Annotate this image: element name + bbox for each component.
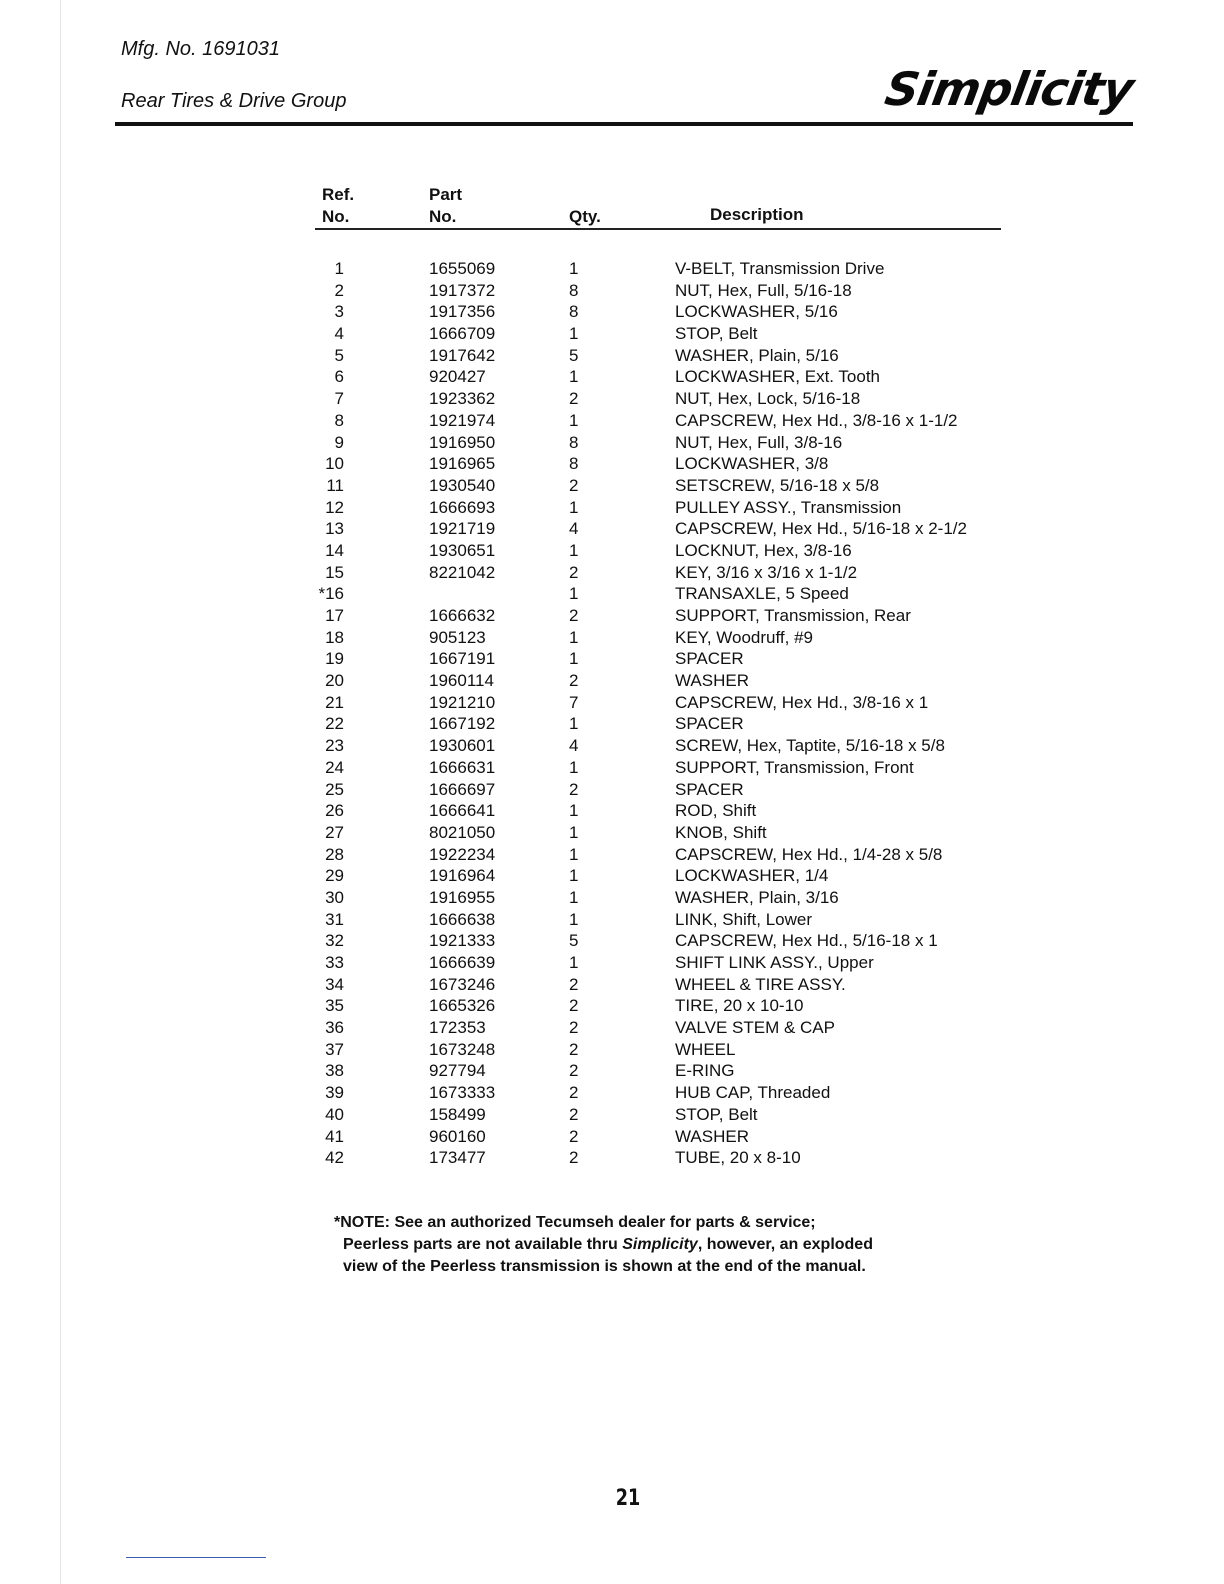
table-row <box>0 779 1224 801</box>
table-row <box>0 627 1224 649</box>
table-row <box>0 1147 1224 1169</box>
part-number-cell: 172353 <box>429 1018 486 1038</box>
part-number-cell: 1917642 <box>429 345 496 365</box>
qty-cell: 4 <box>569 736 579 756</box>
note-line-2: Peerless parts are not available thru Simplicity, however, an exploded <box>343 1236 873 1253</box>
part-number-cell: 1665326 <box>429 996 496 1016</box>
part-number-cell: 1673248 <box>429 1039 496 1059</box>
part-number-cell: 158499 <box>429 1104 486 1124</box>
table-row <box>0 301 1224 323</box>
table-row <box>0 410 1224 432</box>
description-cell: SCREW, Hex, Taptite, 5/16-18 x 5/8 <box>675 736 945 756</box>
description-cell: SPACER <box>675 649 744 669</box>
table-row <box>0 1126 1224 1148</box>
qty-cell: 7 <box>569 692 579 712</box>
description-cell: PULLEY ASSY., Transmission <box>675 497 902 517</box>
part-number-cell: 960160 <box>429 1126 486 1146</box>
part-number-cell: 1666693 <box>429 497 496 517</box>
part-column-header: Part No. <box>429 185 463 226</box>
qty-cell: 2 <box>569 562 579 582</box>
ref-cell: 32 <box>325 931 344 951</box>
table-row <box>0 475 1224 497</box>
table-row <box>0 540 1224 562</box>
description-cell: WASHER <box>675 1126 749 1146</box>
qty-cell: 8 <box>569 432 579 452</box>
description-cell: WASHER <box>675 671 749 691</box>
part-number-cell: 1922234 <box>429 844 496 864</box>
table-row <box>0 865 1224 887</box>
qty-cell: 2 <box>569 671 579 691</box>
description-cell: WHEEL & TIRE ASSY. <box>675 974 846 994</box>
table-row <box>0 1060 1224 1082</box>
qty-cell: 2 <box>569 606 579 625</box>
part-number-cell: 1916950 <box>429 432 496 452</box>
table-row <box>0 909 1224 931</box>
part-number-cell: 8221042 <box>429 562 496 582</box>
description-cell: NUT, Hex, Full, 3/8-16 <box>675 432 843 452</box>
description-cell: CAPSCREW, Hex Hd., 3/8-16 x 1 <box>675 692 929 712</box>
part-number-cell: 1917372 <box>429 280 496 300</box>
part-number-cell: 1916964 <box>429 866 496 886</box>
table-row <box>0 952 1224 974</box>
description-cell: TIRE, 20 x 10-10 <box>675 996 804 1016</box>
description-cell: NUT, Hex, Full, 5/16-18 <box>675 280 852 300</box>
table-row <box>0 974 1224 996</box>
table-row <box>0 605 1224 627</box>
qty-cell: 1 <box>569 627 579 647</box>
qty-column-header: Qty. <box>569 207 601 226</box>
table-row <box>0 366 1224 388</box>
table-row <box>0 453 1224 475</box>
qty-cell: 2 <box>569 1039 579 1059</box>
qty-cell: 1 <box>569 866 579 886</box>
description-cell: ROD, Shift <box>675 801 757 821</box>
qty-cell: 2 <box>569 974 579 994</box>
description-cell: CAPSCREW, Hex Hd., 1/4-28 x 5/8 <box>675 844 943 864</box>
qty-cell: 1 <box>569 887 579 907</box>
description-cell: CAPSCREW, Hex Hd., 3/8-16 x 1-1/2 <box>675 410 958 430</box>
qty-cell: 1 <box>569 540 579 560</box>
table-row <box>0 1082 1224 1104</box>
part-number-cell: 1667191 <box>429 649 496 669</box>
part-number-cell: 1667192 <box>429 714 496 734</box>
part-number-cell: 1666709 <box>429 324 496 344</box>
ref-cell: 42 <box>325 1148 344 1168</box>
qty-cell: 2 <box>569 475 579 495</box>
ref-cell: 5 <box>334 345 344 365</box>
table-row <box>0 713 1224 735</box>
description-cell: VALVE STEM & CAP <box>675 1018 835 1038</box>
ref-cell: 28 <box>325 844 344 864</box>
ref-cell: 38 <box>325 1061 344 1081</box>
part-number-cell: 8021050 <box>429 822 496 842</box>
description-cell: SETSCREW, 5/16-18 x 5/8 <box>675 475 880 495</box>
note-line-3: view of the Peerless transmission is shown at the end of the manual. <box>343 1258 866 1275</box>
ref-column-header: Ref. No. <box>322 185 355 226</box>
part-number-cell: 1666697 <box>429 779 496 799</box>
ref-cell: 10 <box>325 454 344 474</box>
table-row <box>0 497 1224 519</box>
qty-cell: 1 <box>569 367 579 387</box>
table-row <box>0 1017 1224 1039</box>
part-number-cell: 1930601 <box>429 736 496 756</box>
ref-cell: 15 <box>325 562 344 582</box>
qty-cell: 1 <box>569 259 579 278</box>
part-number-cell: 1921719 <box>429 519 496 539</box>
table-header-divider <box>315 228 1001 230</box>
part-number-cell: 1921333 <box>429 931 496 951</box>
description-cell: CAPSCREW, Hex Hd., 5/16-18 x 1 <box>675 931 938 951</box>
ref-cell: 19 <box>325 649 344 669</box>
part-number-cell: 1666638 <box>429 909 496 929</box>
part-number-cell: 1673333 <box>429 1083 496 1103</box>
qty-cell: 1 <box>569 714 579 734</box>
description-cell: LOCKWASHER, Ext. Tooth <box>675 367 881 387</box>
ref-cell: 25 <box>325 779 344 799</box>
description-cell: HUB CAP, Threaded <box>675 1083 831 1103</box>
ref-cell: 21 <box>325 692 344 712</box>
qty-cell: 8 <box>569 302 579 322</box>
table-row <box>0 1104 1224 1126</box>
description-cell: LINK, Shift, Lower <box>675 909 813 929</box>
qty-cell: 2 <box>569 389 579 409</box>
ref-cell: 13 <box>325 519 344 539</box>
description-cell: V-BELT, Transmission Drive <box>675 259 885 278</box>
table-row <box>0 800 1224 822</box>
qty-cell: 1 <box>569 584 579 604</box>
table-row <box>0 280 1224 302</box>
description-cell: WASHER, Plain, 3/16 <box>675 887 839 907</box>
table-row <box>0 735 1224 757</box>
qty-cell: 1 <box>569 822 579 842</box>
description-cell: WHEEL <box>675 1039 736 1059</box>
qty-cell: 2 <box>569 1083 579 1103</box>
table-row <box>0 388 1224 410</box>
table-row <box>0 757 1224 779</box>
ref-cell: 3 <box>334 302 344 322</box>
description-cell: E-RING <box>675 1061 735 1081</box>
qty-cell: 2 <box>569 1018 579 1038</box>
part-number-cell: 1960114 <box>429 671 494 691</box>
qty-cell: 2 <box>569 1148 579 1168</box>
table-row <box>0 930 1224 952</box>
qty-cell: 2 <box>569 1104 579 1124</box>
ref-cell: 29 <box>325 866 344 886</box>
description-cell: STOP, Belt <box>675 1104 758 1124</box>
part-number-cell: 1655069 <box>429 259 496 278</box>
table-row <box>0 1039 1224 1061</box>
part-number-cell: 920427 <box>429 367 486 387</box>
ref-cell: 14 <box>325 540 344 560</box>
qty-cell: 5 <box>569 931 579 951</box>
ref-cell: 22 <box>325 714 344 734</box>
ref-cell: 12 <box>325 497 344 517</box>
table-row <box>0 822 1224 844</box>
description-cell: STOP, Belt <box>675 324 758 344</box>
ref-cell: 9 <box>334 432 344 452</box>
table-row <box>0 692 1224 714</box>
qty-cell: 1 <box>569 801 579 821</box>
ref-cell: 8 <box>334 410 344 430</box>
description-cell: SPACER <box>675 714 744 734</box>
part-number-cell: 1921974 <box>429 410 496 430</box>
description-cell: NUT, Hex, Lock, 5/16-18 <box>675 389 861 409</box>
ref-cell: 11 <box>326 475 344 495</box>
qty-cell: 4 <box>569 519 579 539</box>
mfg-number: Mfg. No. 1691031 <box>121 38 280 60</box>
note-line-1: *NOTE: See an authorized Tecumseh dealer for parts & service; <box>334 1214 816 1231</box>
table-row <box>0 432 1224 454</box>
description-column-header: Description <box>710 205 804 224</box>
description-cell: KEY, Woodruff, #9 <box>675 627 813 647</box>
page-number: 21 <box>615 1486 641 1511</box>
part-number-cell: 1666641 <box>429 801 496 821</box>
part-number-cell: 1930651 <box>429 540 496 560</box>
table-row <box>0 887 1224 909</box>
header-divider <box>115 122 1133 126</box>
dealer-note <box>334 1212 974 1278</box>
part-number-cell: 1666639 <box>429 953 496 972</box>
qty-cell: 1 <box>569 324 579 344</box>
ref-cell: 4 <box>334 324 344 344</box>
ref-cell: 35 <box>325 996 344 1016</box>
ref-cell: 6 <box>334 367 344 387</box>
qty-cell: 1 <box>569 649 579 669</box>
description-cell: CAPSCREW, Hex Hd., 5/16-18 x 2-1/2 <box>675 519 967 539</box>
qty-cell: 1 <box>569 757 579 777</box>
part-number-cell: 1673246 <box>429 974 496 994</box>
description-cell: LOCKWASHER, 1/4 <box>675 866 829 886</box>
part-number-cell: 1917356 <box>429 302 496 322</box>
description-cell: WASHER, Plain, 5/16 <box>675 345 839 365</box>
ref-cell: 24 <box>325 757 344 777</box>
part-number-cell: 1916955 <box>429 887 496 907</box>
table-row <box>0 323 1224 345</box>
qty-cell: 2 <box>569 1126 579 1146</box>
qty-cell: 2 <box>569 996 579 1016</box>
part-number-cell: 1666632 <box>429 606 496 625</box>
part-number-cell: 905123 <box>429 627 486 647</box>
table-row <box>0 844 1224 866</box>
qty-cell: 1 <box>569 909 579 929</box>
note-brand: Simplicity <box>622 1236 698 1253</box>
qty-cell: 2 <box>569 779 579 799</box>
table-row <box>0 345 1224 367</box>
description-cell: LOCKWASHER, 5/16 <box>675 302 838 322</box>
description-cell: LOCKWASHER, 3/8 <box>675 454 829 474</box>
ref-cell: 7 <box>334 389 344 409</box>
description-cell: SUPPORT, Transmission, Rear <box>675 606 911 625</box>
part-number-cell: 1666631 <box>429 757 496 777</box>
ref-cell: 33 <box>325 953 344 972</box>
ref-cell: 20 <box>325 671 344 691</box>
ref-cell: 26 <box>325 801 344 821</box>
qty-cell: 2 <box>569 1061 579 1081</box>
ref-cell: 34 <box>325 974 344 994</box>
part-number-cell: 1930540 <box>429 475 496 495</box>
description-cell: KEY, 3/16 x 3/16 x 1-1/2 <box>675 562 858 582</box>
ref-cell: 23 <box>325 736 344 756</box>
ref-cell: 39 <box>325 1083 344 1103</box>
ref-cell: 18 <box>325 627 344 647</box>
description-cell: KNOB, Shift <box>675 822 767 842</box>
brand-logo: Simplicity <box>880 62 1137 116</box>
ref-cell: 30 <box>325 887 344 907</box>
part-number-cell: 1916965 <box>429 454 496 474</box>
qty-cell: 5 <box>569 345 579 365</box>
description-cell: SPACER <box>675 779 744 799</box>
table-row <box>0 995 1224 1017</box>
table-row <box>0 258 1224 280</box>
qty-cell: 1 <box>569 844 579 864</box>
ref-cell: 41 <box>325 1126 344 1146</box>
ref-cell: 37 <box>325 1039 344 1059</box>
ref-cell: 36 <box>325 1018 344 1038</box>
description-cell: TUBE, 20 x 8-10 <box>675 1148 801 1168</box>
qty-cell: 8 <box>569 280 579 300</box>
table-row <box>0 518 1224 540</box>
description-cell: TRANSAXLE, 5 Speed <box>675 584 849 604</box>
qty-cell: 8 <box>569 454 579 474</box>
part-number-cell: 1921210 <box>429 692 496 712</box>
table-row <box>0 583 1224 605</box>
ref-cell: 31 <box>325 909 344 929</box>
part-number-cell: 173477 <box>429 1148 486 1168</box>
part-number-cell: 927794 <box>429 1061 486 1081</box>
table-row <box>0 670 1224 692</box>
ref-cell: 2 <box>334 280 344 300</box>
qty-cell: 1 <box>569 410 579 430</box>
parts-table <box>0 258 1224 1169</box>
table-row <box>0 562 1224 584</box>
qty-cell: 1 <box>569 953 579 972</box>
description-cell: SUPPORT, Transmission, Front <box>675 757 914 777</box>
ref-cell: 1 <box>334 259 344 278</box>
table-row <box>0 648 1224 670</box>
ref-cell: *16 <box>318 584 344 604</box>
footer-rule <box>126 1557 266 1558</box>
ref-cell: 27 <box>325 822 344 842</box>
qty-cell: 1 <box>569 497 579 517</box>
part-number-cell: 1923362 <box>429 389 496 409</box>
description-cell: LOCKNUT, Hex, 3/8-16 <box>675 540 852 560</box>
description-cell: SHIFT LINK ASSY., Upper <box>675 953 874 972</box>
ref-cell: 40 <box>325 1104 344 1124</box>
group-title: Rear Tires & Drive Group <box>121 90 347 112</box>
ref-cell: 17 <box>325 606 344 625</box>
